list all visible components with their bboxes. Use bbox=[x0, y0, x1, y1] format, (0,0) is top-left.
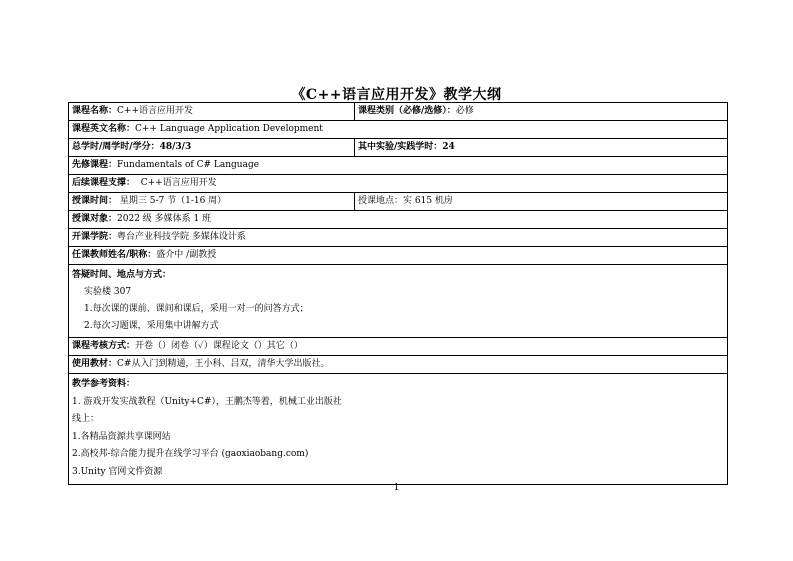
refs-line-5: 3.Unity 官网文件资源 bbox=[72, 466, 163, 477]
hours-label: 总学时/周学时/学分： bbox=[72, 142, 160, 152]
exam-cell bbox=[69, 338, 728, 356]
row-college bbox=[69, 229, 728, 247]
prereq-label: 先修课程： bbox=[72, 160, 118, 170]
qa-line-2: 1.每次课的课前、课间和课后，采用一对一的问答方式； bbox=[84, 304, 309, 314]
row-hours bbox=[69, 139, 728, 157]
refs-line-3: 1.各精品资源共享课网站 bbox=[72, 431, 171, 442]
refs-label: 教学参考资料： bbox=[72, 379, 136, 389]
hours-cell bbox=[69, 139, 355, 157]
lab-hours-value: 24 bbox=[442, 142, 455, 152]
row-followup bbox=[69, 175, 728, 193]
row-prereq bbox=[69, 157, 728, 175]
row-audience bbox=[69, 211, 728, 229]
time-label: 授课时间： bbox=[72, 196, 118, 206]
prereq-cell bbox=[69, 157, 728, 175]
english-name-value: C++ Language Application Development bbox=[135, 124, 323, 134]
qa-line-1: 实验楼 307 bbox=[84, 287, 132, 297]
row-textbook bbox=[69, 356, 728, 374]
prereq-value: Fundamentals of C# Language bbox=[117, 160, 260, 170]
row-refs bbox=[69, 374, 728, 485]
refs-line-1: 1. 游戏开发实战教程（Unity+C#），王鹏杰等着，机械工业出版社 bbox=[72, 396, 342, 407]
teacher-label: 任课教师姓名/职称： bbox=[72, 250, 157, 260]
time-cell bbox=[69, 193, 355, 211]
english-name-label: 课程英文名称： bbox=[72, 124, 136, 134]
teacher-cell bbox=[69, 247, 728, 265]
audience-label: 授课对象： bbox=[72, 214, 118, 224]
page-title: 《C++语言应用开发》教学大纲 bbox=[291, 87, 502, 103]
textbook-cell bbox=[69, 356, 728, 374]
place-value: 实 615 机房 bbox=[403, 196, 453, 206]
course-type-cell bbox=[355, 103, 728, 121]
qa-line-3: 2.每次习题课，采用集中讲解方式 bbox=[84, 321, 219, 331]
college-cell bbox=[69, 229, 728, 247]
qa-cell bbox=[69, 265, 728, 338]
refs-cell bbox=[69, 374, 728, 485]
followup-cell bbox=[69, 175, 728, 193]
course-name-cell bbox=[69, 103, 355, 121]
place-cell bbox=[355, 193, 728, 211]
exam-label: 课程考核方式： bbox=[72, 341, 136, 351]
audience-cell bbox=[69, 211, 728, 229]
course-name-value: C++语言应用开发 bbox=[117, 106, 193, 116]
row-exam bbox=[69, 338, 728, 356]
followup-label: 后续课程支撑： bbox=[72, 178, 136, 188]
place-label: 授课地点： bbox=[358, 196, 404, 206]
textbook-label: 使用教材： bbox=[72, 359, 118, 369]
teacher-value: 盛介中 /副教授 bbox=[156, 250, 217, 260]
textbook-value: C#从入门到精通，王小科、吕双，清华大学出版社。 bbox=[117, 359, 330, 369]
page-number: 1 bbox=[393, 483, 400, 493]
course-type-value: 必修 bbox=[455, 106, 474, 116]
qa-label: 答疑时间、地点与方式： bbox=[72, 270, 172, 280]
time-value: 星期三 5-7 节（1-16 周） bbox=[119, 196, 227, 206]
followup-value: C++语言应用开发 bbox=[140, 178, 217, 188]
row-time-place bbox=[69, 193, 728, 211]
english-name-cell bbox=[69, 121, 728, 139]
lab-hours-cell bbox=[355, 139, 728, 157]
syllabus-table bbox=[68, 102, 728, 485]
refs-line-4: 2.高校邦-综合能力提升在线学习平台 (gaoxiaobang.com) bbox=[72, 449, 309, 459]
college-value: 粤台产业科技学院 多媒体设计系 bbox=[117, 232, 246, 242]
refs-line-2: 线上： bbox=[72, 414, 100, 424]
row-teacher bbox=[69, 247, 728, 265]
row-course-name bbox=[69, 103, 728, 121]
row-qa bbox=[69, 265, 728, 338]
hours-value: 48/3/3 bbox=[159, 142, 192, 152]
exam-value: 开卷（）闭卷（✓）课程论文（）其它（） bbox=[135, 341, 303, 351]
college-label: 开课学院： bbox=[72, 232, 118, 242]
course-name-label: 课程名称： bbox=[72, 106, 118, 116]
course-type-label: 课程类别（必修/选修）： bbox=[358, 106, 456, 116]
audience-value: 2022 级 多媒体系 1 班 bbox=[117, 214, 212, 224]
row-english-name bbox=[69, 121, 728, 139]
lab-hours-label: 其中实验/实践学时： bbox=[358, 142, 443, 152]
